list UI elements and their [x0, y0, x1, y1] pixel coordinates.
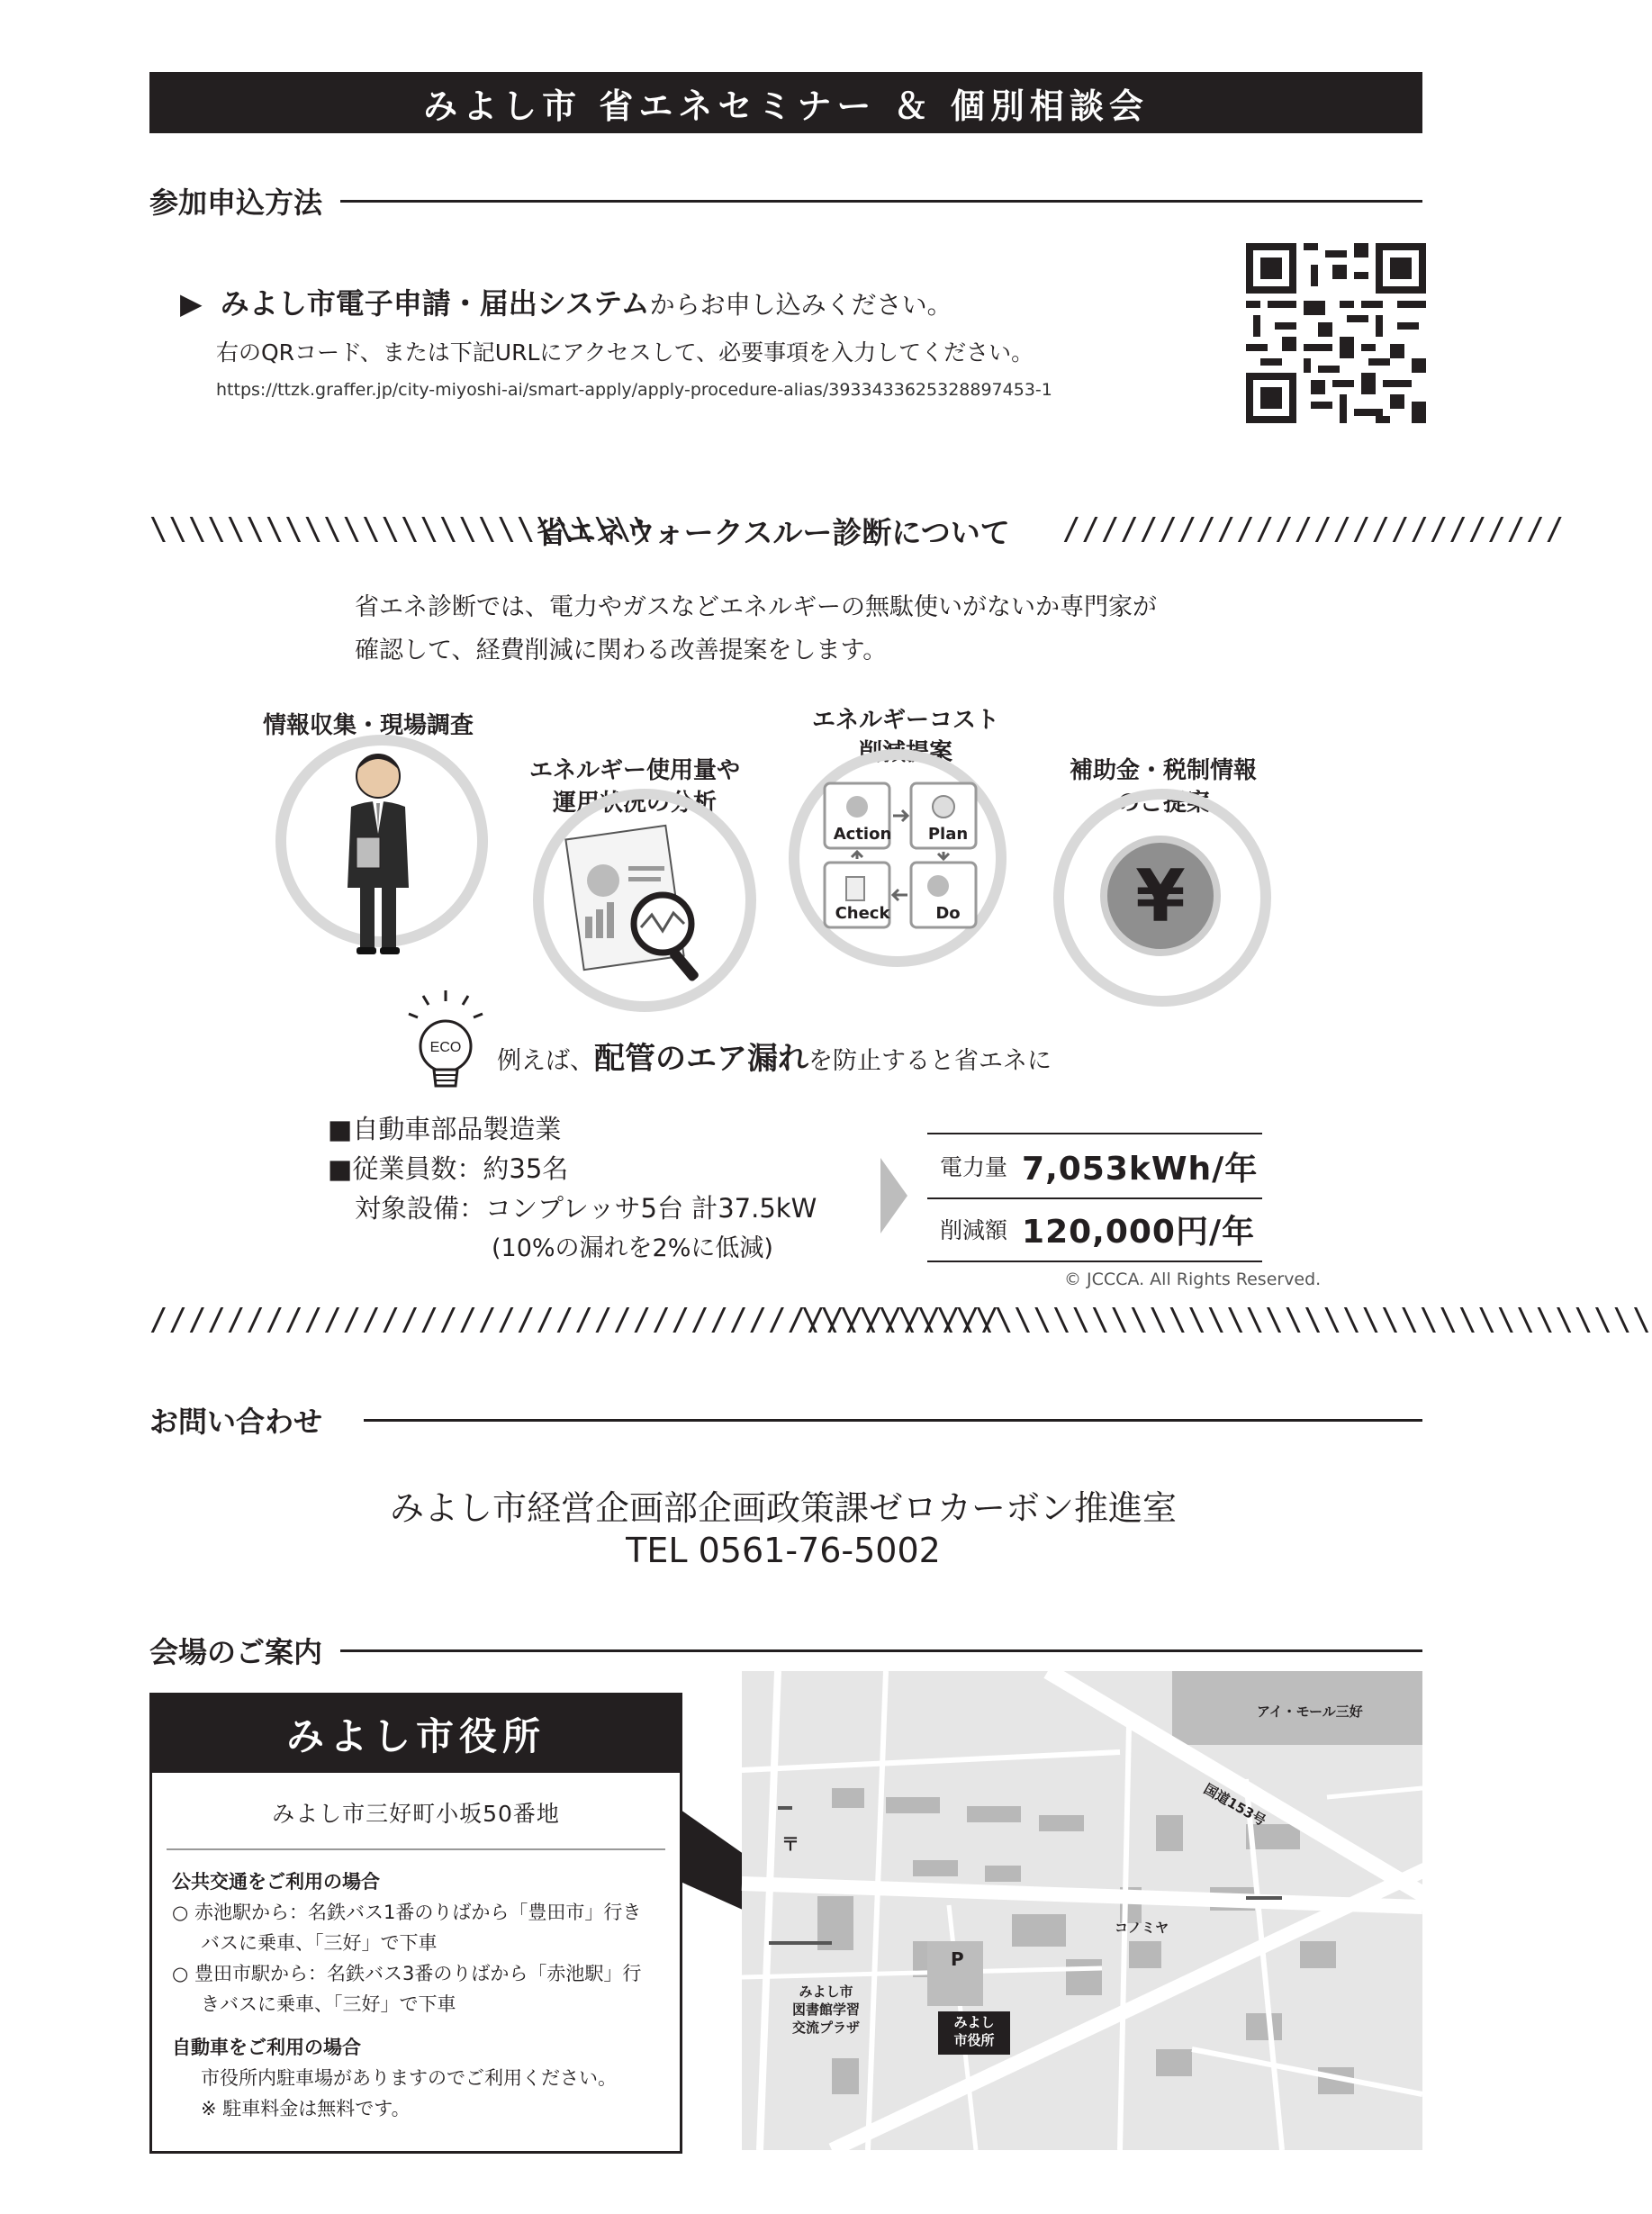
- map-roads: [742, 1671, 1422, 2150]
- system-name[interactable]: みよし市電子申請・届出システム: [220, 286, 650, 321]
- map-label-konomiya: コノミヤ: [1115, 1920, 1169, 1936]
- bottom-left-hatch-decoration: ////////////////////////////////////////////: [149, 1302, 1000, 1338]
- example-line: 例えば、配管のエア漏れを防止すると省エネに: [497, 1041, 1052, 1077]
- step-1-label: 情報収集・現場調査: [263, 712, 474, 739]
- report-magnifier-icon: [565, 827, 718, 989]
- right-hatch-decoration: //////////////////////////: [1062, 511, 1566, 547]
- parking-icon: P: [951, 1948, 964, 1970]
- case-note: (10%の漏れを2%に低減): [492, 1234, 773, 1262]
- apply-instruction: 右のQRコード、または下記URLにアクセスして、必要事項を入力してください。: [216, 339, 1034, 366]
- bottom-right-hatch-decoration: \\\\\\\\\\\\\\\\\\\\\\\\\\\\\\\\\\\\\\\\\\\\: [801, 1302, 1652, 1338]
- post-office-icon: 〒: [781, 1833, 799, 1855]
- apply-url[interactable]: https://ttzk.graffer.jp/city-miyoshi-ai/smart-apply/apply-procedure-alias/3933433625328897453-1: [216, 380, 1052, 400]
- venue-heading-text: 会場のご案内: [149, 1635, 323, 1669]
- car-line-1: 市役所内駐車場がありますのでご利用ください。: [201, 2067, 617, 2089]
- contact-heading-text: お問い合わせ: [149, 1405, 323, 1439]
- pdca-check-label: Check: [835, 904, 890, 923]
- contact-heading: [149, 1399, 1422, 1441]
- eco-bulb-icon: [405, 990, 486, 1098]
- contact-dept: みよし市経営企画部企画政策課ゼロカーボン推進室: [389, 1488, 1177, 1528]
- map-label-city-hall[interactable]: みよし 市役所: [953, 2014, 995, 2048]
- left-hatch-decoration: \\\\\\\\\\\\\\\\\\\\\\\\\\: [149, 511, 653, 547]
- venue-divider: [167, 1848, 665, 1850]
- page-banner: みよし市 省エネセミナー ＆ 個別相談会: [149, 72, 1422, 133]
- system-suffix: からお申し込みください。: [649, 290, 952, 320]
- case-industry: ■自動車部品製造業: [328, 1114, 562, 1144]
- venue-name: みよし市役所: [152, 1695, 680, 1773]
- pdca-action-label: Action: [833, 825, 892, 844]
- car-line-2: ※ 駐車料金は無料です。: [201, 2098, 411, 2119]
- venue-info-box: [149, 1693, 682, 2154]
- venue-heading: [149, 1630, 1422, 1671]
- public-line-3: ○ 豊田市駅から：名鉄バス3番のりばから「赤池駅」行: [172, 1963, 642, 1984]
- map-label-route: 国道153号: [1201, 1780, 1269, 1830]
- eco-label: ECO: [429, 1040, 462, 1055]
- apply-heading-text: 参加申込方法: [149, 185, 323, 220]
- step-4-label: 補助金・税制情報 のご提案: [1070, 757, 1258, 817]
- apply-system-line: [180, 281, 952, 322]
- public-line-4: きバスに乗車、「三好」で下車: [201, 1993, 456, 2015]
- venue-map[interactable]: [742, 1671, 1422, 2150]
- public-line-1: ○ 赤池駅から：名鉄バス1番のりばから「豊田市」行き: [172, 1902, 642, 1923]
- diagnosis-heading: 省エネウォークスルー診断について: [537, 515, 1010, 550]
- step-2-label: エネルギー使用量や 運用状況の分析: [529, 757, 741, 817]
- apply-heading: [149, 180, 1422, 221]
- public-line-2: バスに乗車、「三好」で下車: [201, 1932, 438, 1954]
- triangle-bullet-icon: ▶: [180, 286, 203, 321]
- businessman-icon: [333, 744, 423, 960]
- yen-coin-icon: ¥: [1100, 836, 1221, 956]
- case-employees: ■従業員数：約35名: [328, 1153, 569, 1184]
- step-3-label: エネルギーコスト 削減提案: [812, 707, 1000, 766]
- diagnosis-desc-line1: 省エネ診断では、電力やガスなどエネルギーの無駄使いがないか専門家が: [355, 593, 1157, 621]
- pdca-plan-label: Plan: [927, 825, 969, 844]
- car-heading: 自動車をご利用の場合: [172, 2037, 361, 2058]
- pdca-do-label: Do: [935, 904, 961, 923]
- contact-tel[interactable]: TEL 0561-76-5002: [626, 1531, 941, 1570]
- map-label-mall: アイ・モール三好: [1257, 1703, 1363, 1720]
- qr-code-icon[interactable]: [1246, 243, 1426, 423]
- diagnosis-desc-line2: 確認して、経費削減に関わる改善提案をします。: [355, 637, 888, 664]
- result-energy: 電力量 7,053kWh/年: [927, 1133, 1262, 1199]
- arrow-right-icon: [880, 1158, 907, 1234]
- map-label-library: みよし市 図書館学習 交流プラザ: [792, 1984, 861, 2036]
- venue-address: みよし市三好町小坂50番地: [272, 1801, 560, 1827]
- result-cost: 削減額 120,000円/年: [927, 1197, 1262, 1262]
- copyright: © JCCCA. All Rights Reserved.: [1064, 1270, 1322, 1289]
- public-transport-heading: 公共交通をご利用の場合: [172, 1871, 380, 1893]
- case-equipment: 対象設備：コンプレッサ5台 計37.5kW: [355, 1193, 817, 1224]
